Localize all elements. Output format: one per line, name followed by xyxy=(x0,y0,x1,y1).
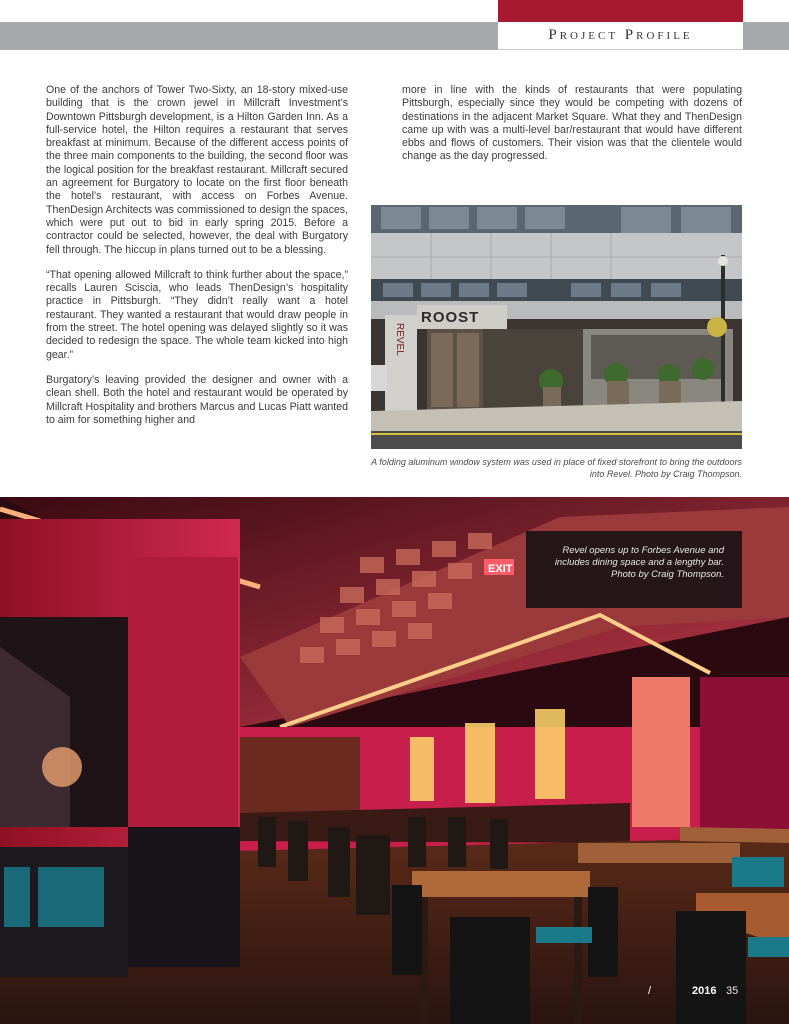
exterior-photo-caption: A folding aluminum window system was used in place of fixed storefront to bring the outdoors into Revel. Photo by Craig Thompson. xyxy=(371,457,742,479)
header-accent-bar xyxy=(498,0,743,22)
folio-separator: / xyxy=(648,985,652,997)
article-column-right xyxy=(402,84,742,176)
folio-year: 2016 xyxy=(692,985,717,997)
exterior-photo xyxy=(371,205,742,449)
paragraph: “That opening allowed Millcraft to think further about the space,” recalls Lauren Sciscia, who leads ThenDesign’s hospitality practice in Pittsburgh. “They didn’t really want a hotel restaurant. They wanted a restaurant that would draw people in from the street. The hotel opening was delayed slightly so it was decided to redesign the space. The whole team kicked into high gear.” xyxy=(46,268,348,361)
paragraph: more in line with the kinds of restaurants that were populating Pittsburgh, especially since they would be competing with dozens of destinations in the adjacent Market Square. What they and ThenDesign came up with was a multi-level bar/restaurant that would have different ebbs and flows of customers. Their vision was that the clientele would change as the day progressed. xyxy=(402,84,742,163)
section-label: Project Profile xyxy=(498,22,743,50)
revel-sign: REVEL xyxy=(394,323,405,356)
exterior-photo-illustration xyxy=(371,205,742,449)
interior-photo-caption: Revel opens up to Forbes Avenue and includes dining space and a lengthy bar. Photo by Craig Thompson. xyxy=(554,545,724,580)
paragraph: Burgatory’s leaving provided the designer and owner with a clean shell. Both the hotel and restaurant would be operated by Millcraft Hospitality and brothers Marcus and Lucas Piatt wanted to aim for something higher and xyxy=(46,373,348,426)
roost-sign: ROOST xyxy=(421,309,480,326)
exit-sign: EXIT xyxy=(488,563,513,575)
paragraph: One of the anchors of Tower Two-Sixty, an 18-story mixed-use building that is the crown jewel in Millcraft Investment’s Downtown Pittsburgh development, is a Hilton Garden Inn. As a full-service hotel, the Hilton requires a restaurant that serves breakfast at minimum. Because of the different access points of the three main components to the building, the second floor was the logical position for the breakfast restaurant. Millcraft secured an agreement for Burgatory to locate on the first floor beneath the hotel’s restaurant, with access on Forbes Avenue. ThenDesign Architects was commissioned to design the spaces, which were put out to bid in early spring 2015. Before a contractor could be selected, however, the deal with Burgatory fell through. The hiccup in plans turned out to be a blessing. xyxy=(46,84,348,256)
article-column-left xyxy=(46,84,348,439)
page-number: 35 xyxy=(726,985,739,997)
